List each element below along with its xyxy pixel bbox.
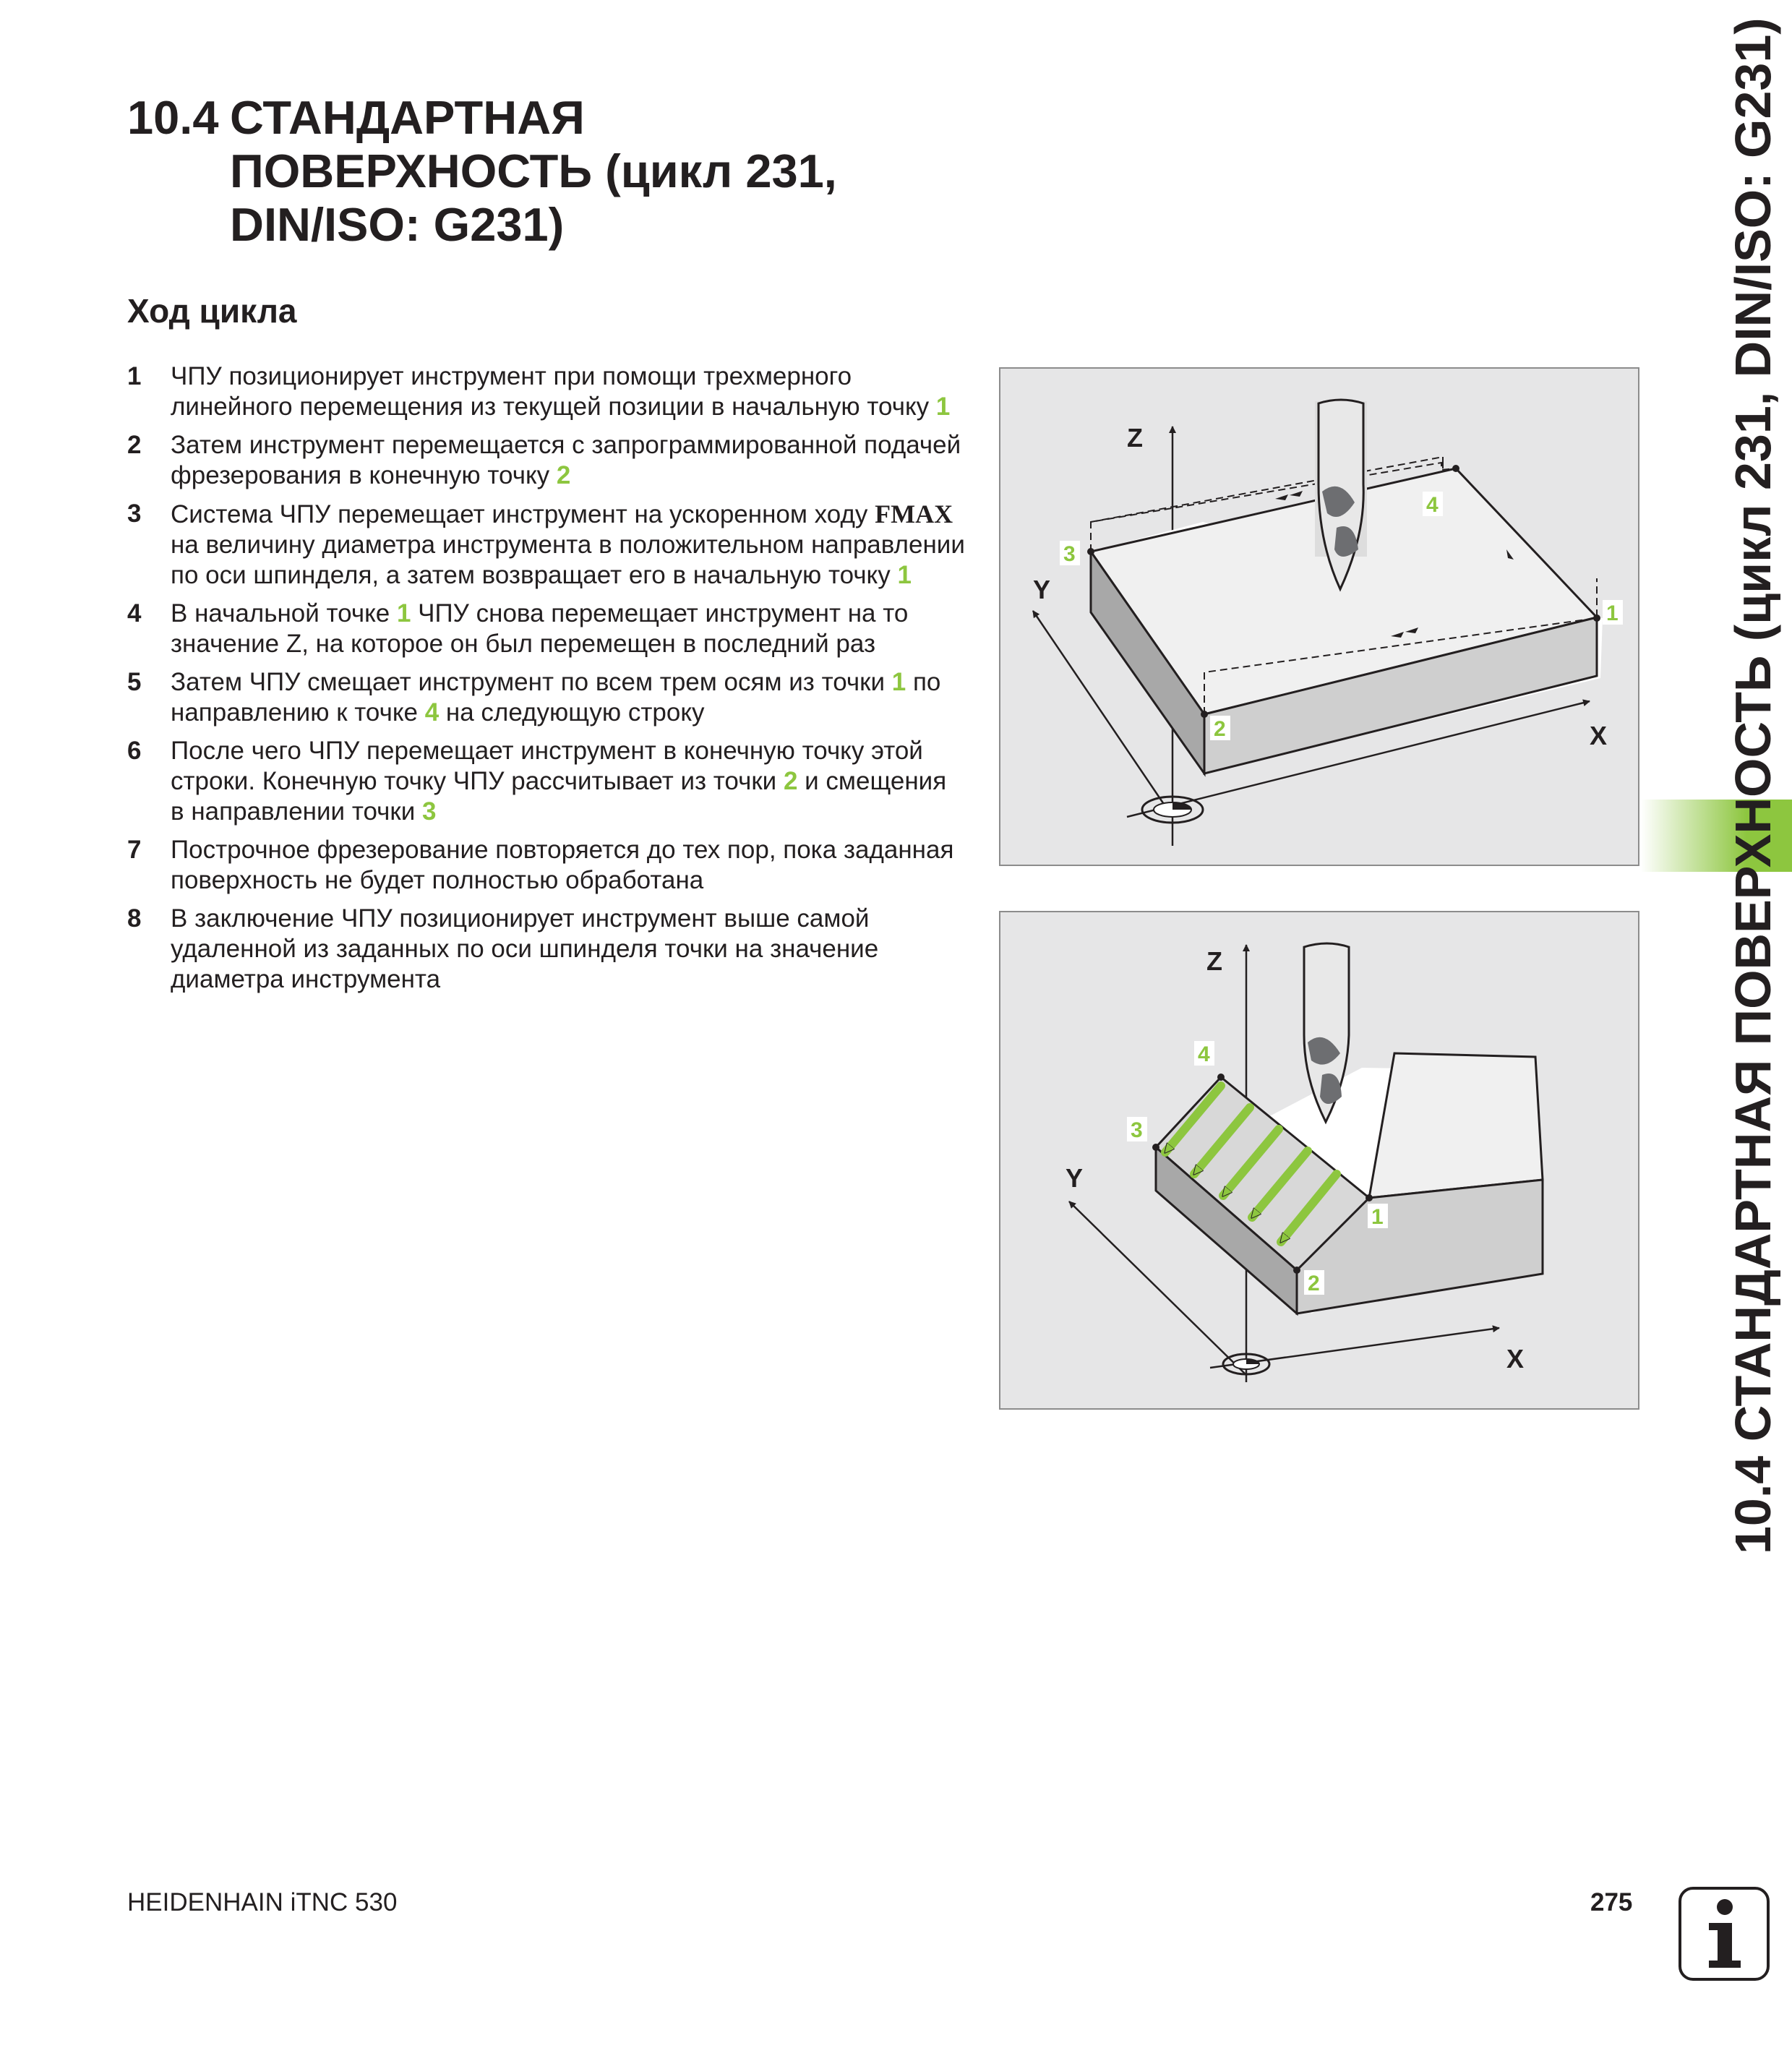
section-title-text xyxy=(230,91,837,252)
axis-label-z: Z xyxy=(1206,946,1222,976)
list-item xyxy=(127,835,966,896)
point-ref: 1 xyxy=(935,393,951,421)
point-2-label: 2 xyxy=(1308,1272,1320,1295)
figure-2-drawing xyxy=(1000,912,1641,1411)
cycle-steps-list xyxy=(127,361,966,1003)
point-1-marker xyxy=(1593,614,1600,622)
point-ref: 3 xyxy=(421,797,437,826)
point-3-marker xyxy=(1152,1144,1159,1151)
info-icon-glyph xyxy=(1681,1890,1767,1978)
step-text: на следующую строку xyxy=(439,698,705,727)
info-icon xyxy=(1679,1887,1770,1981)
point-1-label: 1 xyxy=(1371,1205,1384,1229)
step-number: 2 xyxy=(127,431,142,459)
step-text: После чего ЧПУ перемещает инструмент в конечную точку этой строки. Конечную точку ЧПУ рассчитывает из точки xyxy=(171,737,923,795)
step-text: ЧПУ снова перемещает инструмент на то значение Z, на которое он был перемещен в последний раз xyxy=(171,599,909,658)
step-number: 5 xyxy=(127,668,142,696)
title-line-3: DIN/ISO: G231) xyxy=(230,198,565,251)
step-number: 6 xyxy=(127,737,142,765)
point-2-marker xyxy=(1293,1267,1300,1274)
point-1-label: 1 xyxy=(1606,601,1619,625)
step-text: В начальной точке xyxy=(171,599,397,627)
path-arrows-upper xyxy=(1275,491,1303,500)
list-item xyxy=(127,667,966,728)
origin-symbol-quadrant xyxy=(1246,1359,1259,1364)
step-number: 4 xyxy=(127,599,142,627)
point-ref: 4 xyxy=(424,698,440,727)
point-2-marker xyxy=(1201,711,1208,718)
step-text: Система ЧПУ перемещает инструмент на ускоренном ходу xyxy=(171,500,875,528)
step-number: 8 xyxy=(127,904,142,933)
figure-inclined-surface xyxy=(999,911,1639,1410)
point-4-label: 4 xyxy=(1198,1042,1210,1066)
point-3-marker xyxy=(1087,548,1094,555)
title-line-1: СТАНДАРТНАЯ xyxy=(230,91,585,144)
step-text: на величину диаметра инструмента в положительном направлении по оси шпинделя, а затем возвращает его в начальную точку xyxy=(171,531,965,589)
point-ref: 1 xyxy=(897,561,912,589)
point-4-label: 4 xyxy=(1426,493,1439,517)
point-ref: 2 xyxy=(783,767,798,795)
axis-label-y: Y xyxy=(1066,1163,1084,1193)
step-number: 7 xyxy=(127,836,142,864)
axis-label-x: X xyxy=(1590,721,1608,750)
section-number: 10.4 xyxy=(127,91,219,144)
list-item xyxy=(127,430,966,491)
block-top xyxy=(1369,1053,1543,1198)
point-4-marker xyxy=(1452,465,1459,472)
origin-symbol-quadrant xyxy=(1172,802,1191,810)
step-text: Построчное фрезерование повторяется до тех пор, пока заданная поверхность не будет полностью обработана xyxy=(171,836,954,894)
figure-1-drawing xyxy=(1000,369,1641,867)
side-running-title: 10.4 СТАНДАРТНАЯ ПОВЕРХНОСТЬ (цикл 231, DIN/ISO: G231) xyxy=(1725,17,1781,1554)
point-ref: 1 xyxy=(396,599,411,627)
point-ref: 2 xyxy=(556,461,571,489)
fmax-keyword: FMAX xyxy=(875,500,953,528)
step-text: В заключение ЧПУ позиционирует инструмент выше самой удаленной из заданных по оси шпинделя точки на значение диаметра инструмента xyxy=(171,904,879,993)
step-text: Затем ЧПУ смещает инструмент по всем трем осям из точки xyxy=(171,668,892,696)
footer-product-name: HEIDENHAIN iTNC 530 xyxy=(127,1888,398,1916)
axis-label-x: X xyxy=(1506,1344,1525,1374)
point-3-label: 3 xyxy=(1131,1118,1143,1142)
step-number: 1 xyxy=(127,362,142,390)
list-item xyxy=(127,599,966,659)
figure-face-milling-path xyxy=(999,367,1639,866)
title-line-2: ПОВЕРХНОСТЬ (цикл 231, xyxy=(230,145,837,197)
step-text: Затем инструмент перемещается с запрограммированной подачей фрезерования в конечную точку xyxy=(171,431,961,489)
point-3-label: 3 xyxy=(1063,542,1076,566)
point-1-marker xyxy=(1366,1194,1373,1201)
step-number: 3 xyxy=(127,500,142,528)
axis-label-z: Z xyxy=(1127,423,1143,453)
list-item xyxy=(127,361,966,422)
point-4-marker xyxy=(1217,1074,1225,1081)
point-2-label: 2 xyxy=(1214,717,1226,741)
step-text: по направлению к точке xyxy=(171,668,941,727)
page-number: 275 xyxy=(1590,1888,1633,1916)
step-text: ЧПУ позиционирует инструмент при помощи трехмерного линейного перемещения из текущей позиции в начальную точку xyxy=(171,362,936,421)
list-item xyxy=(127,736,966,827)
step-text: и смещения в направлении точки xyxy=(171,767,947,826)
subsection-title: Ход цикла xyxy=(127,292,297,330)
axis-label-y: Y xyxy=(1033,575,1051,604)
list-item xyxy=(127,904,966,995)
point-ref: 1 xyxy=(891,668,906,696)
list-item xyxy=(127,499,966,591)
